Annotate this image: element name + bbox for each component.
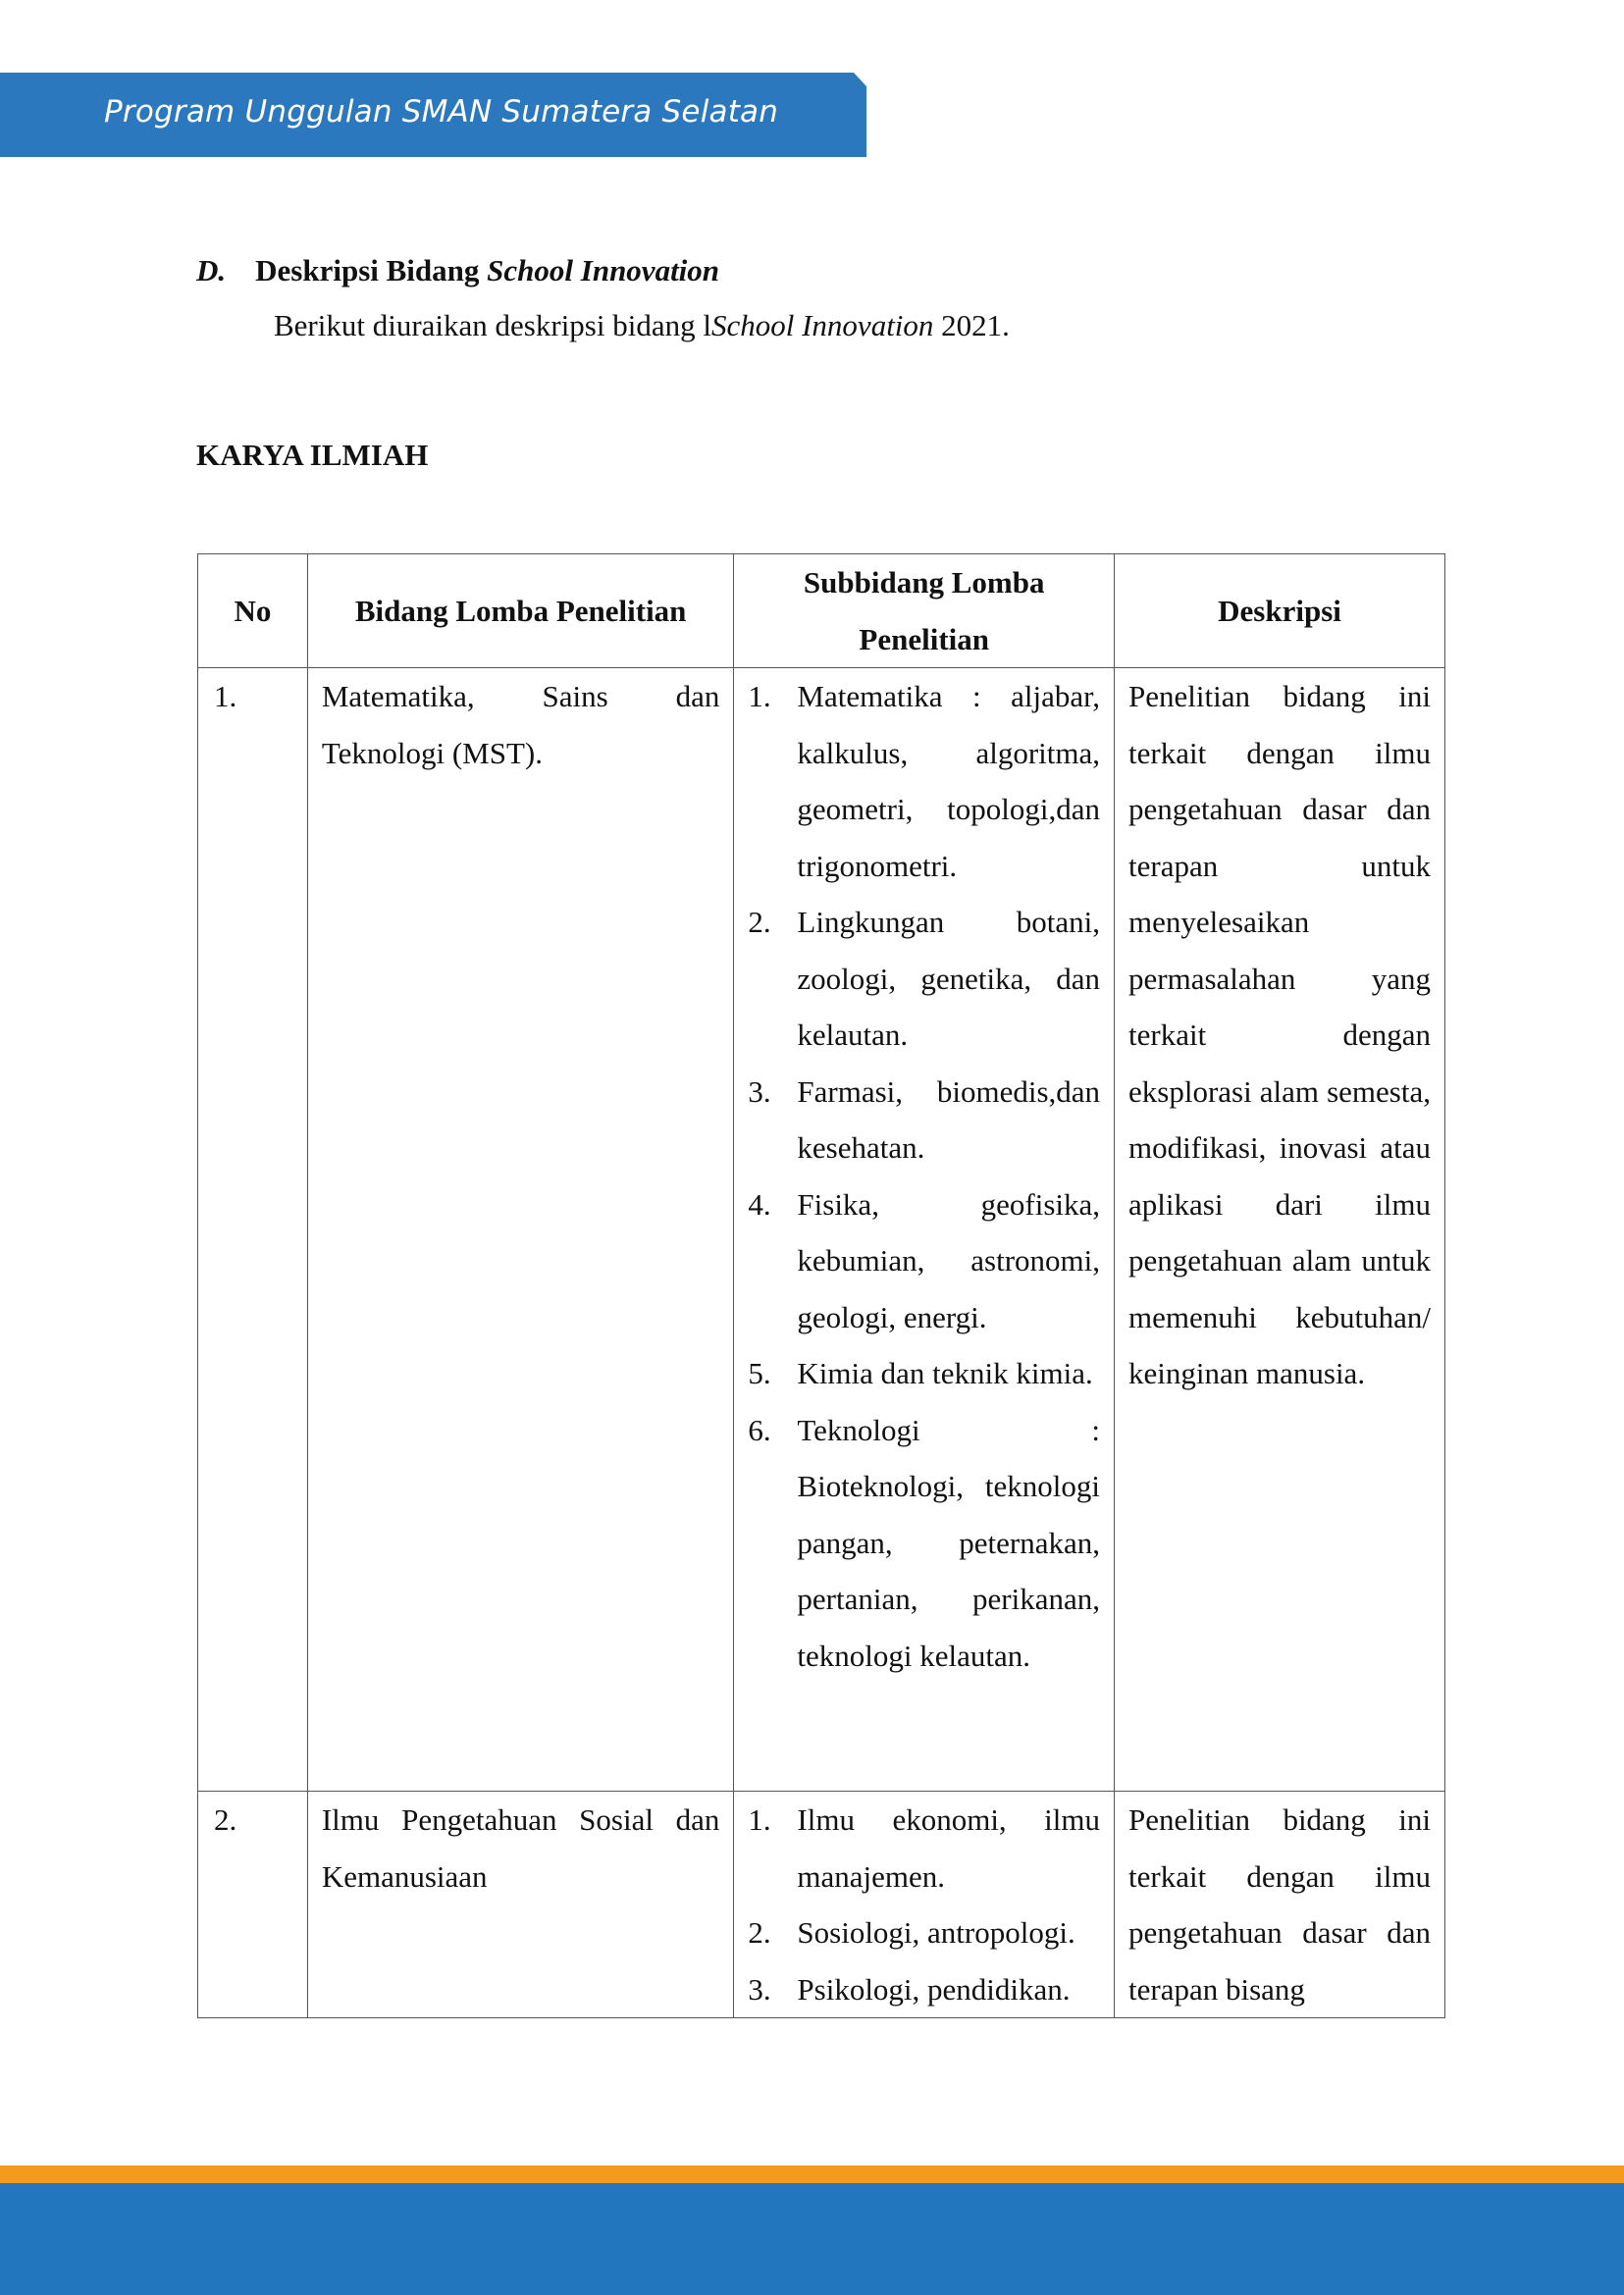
list-number: 3. <box>748 1971 771 2007</box>
cell-deskripsi: Penelitian bidang ini terkait dengan ilmu pengetahuan dasar dan terapan untuk menyelesaikan permasalahan yang terkait dengan eksplorasi alam semesta, modifikasi, inovasi atau aplikasi dari ilmu pengetahuan alam untuk memenuhi kebutuhan/ keinginan manusia. <box>1115 668 1445 1792</box>
footer-orange-stripe <box>0 2165 1624 2183</box>
list-number: 3. <box>748 1073 771 1109</box>
header-title: Program Unggulan SMAN Sumatera Selatan <box>104 94 779 130</box>
list-text: Farmasi, biomedis,dan kesehatan. <box>797 1073 1101 1165</box>
section-letter: D. <box>196 253 227 287</box>
list-number: 1. <box>748 679 771 713</box>
list-text: Lingkungan botani, zoologi, genetika, dan kelautan. <box>797 905 1101 1052</box>
cell-subbidang <box>734 1792 1115 2018</box>
cell-subbidang <box>734 668 1115 1792</box>
list-item <box>748 1792 1100 1904</box>
cell-bidang: Matematika, Sains dan Teknologi (MST). <box>307 668 734 1792</box>
list-item <box>748 1402 1100 1685</box>
cell-no: 1. <box>198 668 308 1792</box>
list-item <box>748 894 1100 1064</box>
header-bidang: Bidang Lomba Penelitian <box>307 554 734 668</box>
list-text: Sosiologi, antropologi. <box>797 1915 1075 1950</box>
intro-suffix: 2021. <box>933 308 1010 342</box>
list-item <box>748 1345 1100 1402</box>
table-header-row <box>198 554 1445 668</box>
list-text: Kimia dan teknik kimia. <box>797 1356 1093 1390</box>
cell-no: 2. <box>198 1792 308 2018</box>
header-subbidang: Subbidang Lomba Penelitian <box>734 554 1115 668</box>
table-row <box>198 1792 1445 2018</box>
subheading: KARYA ILMIAH <box>196 438 429 472</box>
list-number: 5. <box>748 1356 771 1390</box>
list-number: 1. <box>748 1802 771 1837</box>
list-text: Teknologi : Bioteknologi, teknologi pangan, peternakan, pertanian, perikanan, teknologi kelautan. <box>797 1412 1101 1673</box>
list-item <box>748 1176 1100 1346</box>
list-number: 2. <box>748 1915 771 1950</box>
list-text: Psikologi, pendidikan. <box>797 1971 1071 2007</box>
intro-paragraph <box>274 308 1010 343</box>
cell-bidang: Ilmu Pengetahuan Sosial dan Kemanusiaan <box>307 1792 734 2018</box>
list-item <box>748 1904 1100 1961</box>
footer-band <box>0 2183 1624 2295</box>
list-number: 2. <box>748 905 771 939</box>
section-heading-italic: School Innovation <box>487 253 720 287</box>
list-number: 4. <box>748 1186 771 1222</box>
section-heading-prefix: Deskripsi Bidang <box>255 253 480 287</box>
list-item <box>748 668 1100 894</box>
cell-deskripsi: Penelitian bidang ini terkait dengan ilmu pengetahuan dasar dan terapan bisang <box>1115 1792 1445 2018</box>
list-text: Matematika : aljabar, kalkulus, algoritma, geometri, topologi,dan trigonometri. <box>797 679 1101 883</box>
list-number: 6. <box>748 1412 771 1447</box>
header-no: No <box>198 554 308 668</box>
table-row <box>198 668 1445 1792</box>
subbidang-list <box>748 668 1100 1684</box>
list-item <box>748 1064 1100 1176</box>
intro-prefix: Berikut diuraikan deskripsi bidang l <box>274 308 711 342</box>
section-heading <box>196 253 719 288</box>
karya-ilmiah-table <box>197 553 1445 2018</box>
list-item <box>748 1961 1100 2018</box>
header-deskripsi: Deskripsi <box>1115 554 1445 668</box>
list-text: Fisika, geofisika, kebumian, astronomi, geologi, energi. <box>797 1186 1101 1334</box>
subbidang-list <box>748 1792 1100 2017</box>
list-text: Ilmu ekonomi, ilmu manajemen. <box>797 1802 1101 1894</box>
intro-italic: School Innovation <box>710 308 934 342</box>
